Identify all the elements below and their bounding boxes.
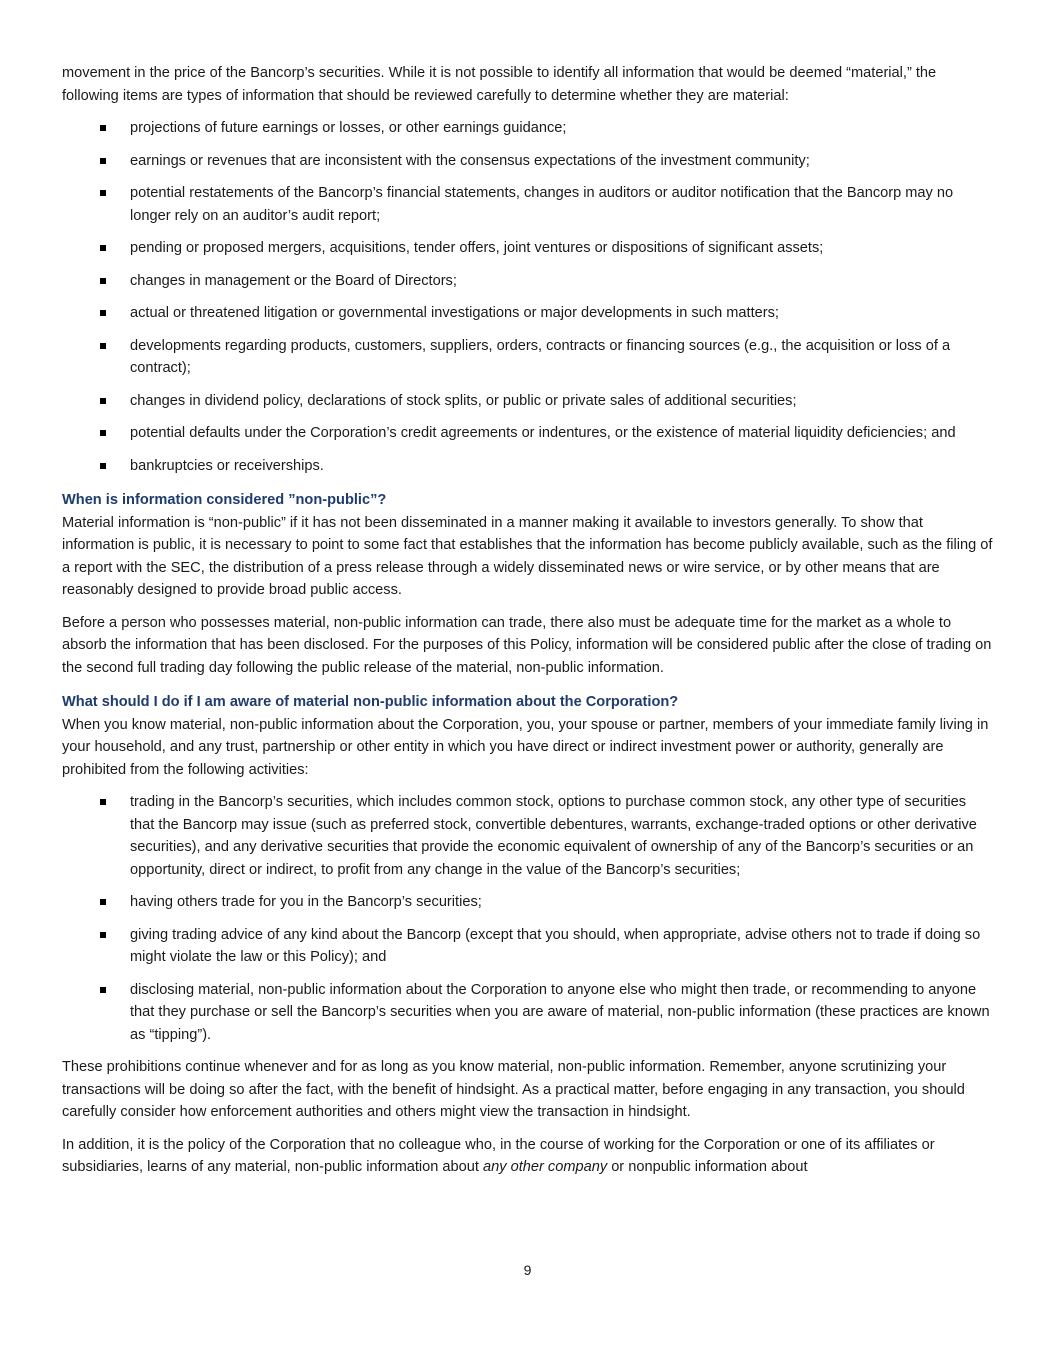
list-item-text: actual or threatened litigation or governmental investigations or major developments in such matters; <box>130 305 779 321</box>
paragraph-text: or nonpublic information about <box>607 1159 808 1175</box>
bullet-icon <box>100 398 106 404</box>
list-item <box>62 237 994 260</box>
intro-paragraph: movement in the price of the Bancorp’s securities. While it is not possible to identify all information that would be deemed “material,” the following items are types of information that should be reviewed carefully to determine whether they are material: <box>62 65 937 104</box>
bullet-icon <box>100 158 106 164</box>
bullet-icon <box>100 463 106 469</box>
bullet-icon <box>100 190 106 196</box>
nonpublic-paragraph-1: Material information is “non-public” if it has not been disseminated in a manner making it available to investors generally. To show that information is public, it is necessary to point to some fact that establishes that the information has become publicly available, such as the filing of a report with the SEC, the distribution of a press release through a widely disseminated news or wire service, or by other means that are reasonably designed to provide broad public access. <box>62 514 993 598</box>
bullet-icon <box>100 278 106 284</box>
list-item <box>62 335 994 380</box>
nonpublic-paragraph-2: Before a person who possesses material, non-public information can trade, there also must be adequate time for the market as a whole to absorb the information that has been disclosed. For the purposes of this Policy, information will be considered public after the close of trading on the second full trading day following the public release of the material, non-public information. <box>62 614 992 676</box>
list-item <box>62 422 994 445</box>
bullet-icon <box>100 343 106 349</box>
emphasis-text: any other company <box>483 1159 608 1175</box>
list-item <box>62 150 994 173</box>
aware-paragraph-1: When you know material, non-public information about the Corporation, you, your spouse or partner, members of your immediate family living in your household, and any trust, partnership or other entity in which you have direct or indirect investment power or authority, generally are prohibited from the following activities: <box>62 716 989 778</box>
prohibited-items-list <box>62 791 994 1046</box>
list-item-text: developments regarding products, customers, suppliers, orders, contracts or financing sources (e.g., the acquisition or loss of a contract); <box>130 337 951 376</box>
bullet-icon <box>100 125 106 131</box>
bullet-icon <box>100 987 106 993</box>
list-item-text: potential defaults under the Corporation’s credit agreements or indentures, or the existence of material liquidity deficiencies; and <box>130 425 956 441</box>
list-item <box>62 891 994 914</box>
list-item <box>62 390 994 413</box>
list-item-text: changes in management or the Board of Directors; <box>130 272 457 289</box>
bullet-icon <box>100 932 106 938</box>
bullet-icon <box>100 310 106 316</box>
material-items-list <box>62 117 994 477</box>
section-heading-aware: What should I do if I am aware of material non-public information about the Corporation? <box>62 694 679 710</box>
bullet-icon <box>100 245 106 251</box>
list-item-text: having others trade for you in the Bancorp’s securities; <box>130 894 482 910</box>
list-item <box>62 270 994 293</box>
list-item-text: changes in dividend policy, declarations of stock splits, or public or private sales of additional securities; <box>130 392 797 409</box>
document-page <box>62 62 994 1189</box>
list-item-text: potential restatements of the Bancorp’s financial statements, changes in auditors or auditor notification that the Bancorp may no longer rely on an auditor’s audit report; <box>130 185 954 224</box>
list-item-text: disclosing material, non-public information about the Corporation to anyone else who might then trade, or recommending to anyone that they purchase or sell the Bancorp’s securities when you are aware of material, non-public information (these practices are known as “tipping”). <box>130 981 990 1043</box>
list-item <box>62 924 994 969</box>
list-item-text: giving trading advice of any kind about the Bancorp (except that you should, when appropriate, advise others not to trade if doing so might violate the law or this Policy); and <box>130 926 981 965</box>
list-item-text: bankruptcies or receiverships. <box>130 457 324 474</box>
bullet-icon <box>100 799 106 805</box>
list-item <box>62 979 994 1047</box>
section-heading-nonpublic: When is information considered ”non-public”? <box>62 492 387 508</box>
list-item-text: projections of future earnings or losses, or other earnings guidance; <box>130 120 567 136</box>
list-item <box>62 302 994 325</box>
paragraph-text: In addition, it is the policy of the Corporation that no colleague who, in the course of working for the Corporation or one of its affiliates or subsidiaries, learns of any material, non-public information about <box>62 1136 935 1175</box>
aware-paragraph-2: These prohibitions continue whenever and for as long as you know material, non-public information. Remember, anyone scrutinizing your transactions will be doing so after the fact, with the benefit of hindsight. As a practical matter, before engaging in any transaction, you should carefully consider how enforcement authorities and others might view the transaction in hindsight. <box>62 1059 965 1120</box>
bullet-icon <box>100 899 106 905</box>
list-item <box>62 182 994 227</box>
list-item <box>62 117 994 140</box>
list-item-text: trading in the Bancorp’s securities, which includes common stock, options to purchase common stock, any other type of securities that the Bancorp may issue (such as preferred stock, convertible debentures, warrants, exchange-traded options or other derivative securities), and any derivative securities that provide the economic equivalent of ownership of any of the Bancorp’s securities or an opportunity, direct or indirect, to profit from any change in the value of the Bancorp’s securities; <box>130 794 977 878</box>
list-item <box>62 455 994 478</box>
list-item-text: earnings or revenues that are inconsistent with the consensus expectations of the investment community; <box>130 152 810 169</box>
page-number: 9 <box>523 1262 532 1278</box>
list-item <box>62 791 994 881</box>
list-item-text: pending or proposed mergers, acquisitions, tender offers, joint ventures or dispositions of significant assets; <box>130 240 824 256</box>
aware-paragraph-3 <box>62 1134 994 1179</box>
bullet-icon <box>100 430 106 436</box>
